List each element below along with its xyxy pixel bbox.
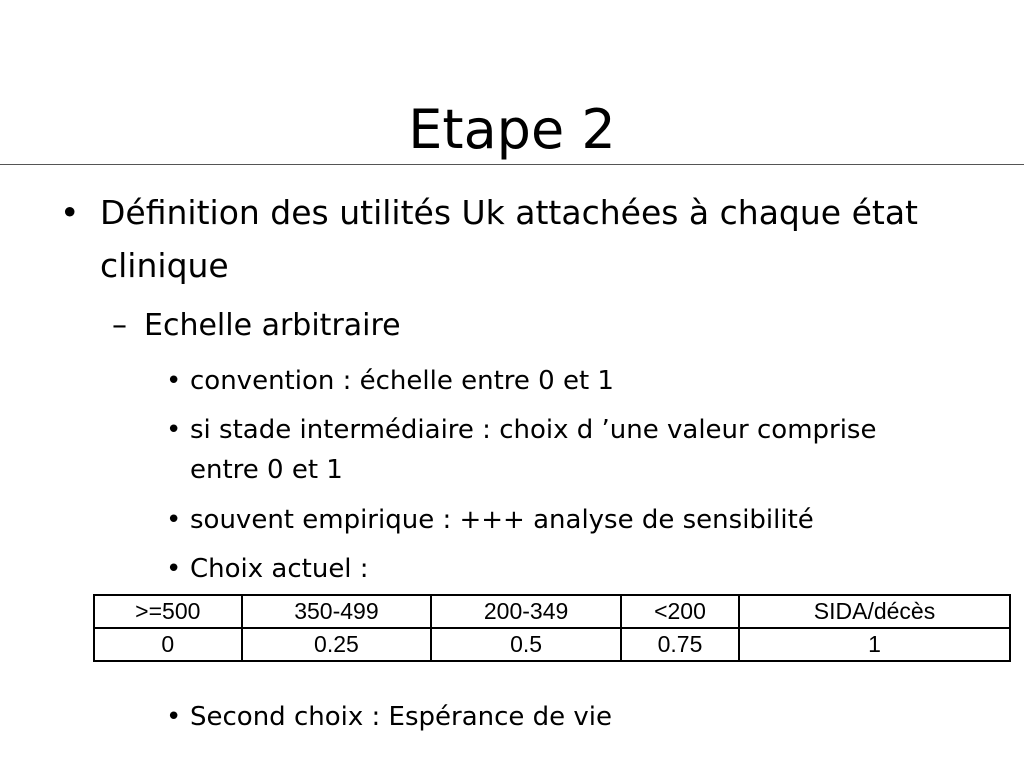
table-cell: 350-499 — [242, 595, 432, 628]
table-cell: 0.25 — [242, 628, 432, 661]
bullet-dot-icon: • — [166, 366, 182, 396]
bullet-text: Second choix : Espérance de vie — [190, 702, 613, 732]
bullet-level-2 — [112, 302, 972, 350]
bullet-dot-icon: • — [166, 505, 182, 535]
bullet-text: si stade intermédiaire : choix d ’une valeur comprise entre 0 et 1 — [190, 415, 877, 485]
bullet-text: souvent empirique : +++ analyse de sensibilité — [190, 505, 814, 535]
table-cell: 0.5 — [431, 628, 621, 661]
table-cell: 0.75 — [621, 628, 739, 661]
bullet-level-1 — [60, 186, 980, 292]
bullet-text: convention : échelle entre 0 et 1 — [190, 366, 614, 396]
title-divider — [0, 164, 1024, 165]
bullet-dot-icon: • — [166, 415, 182, 445]
utility-table — [93, 594, 1011, 662]
dash-icon: – — [112, 308, 127, 343]
bullet-convention — [166, 361, 986, 401]
bullet-text: Définition des utilités Uk attachées à chaque état clinique — [100, 193, 918, 285]
slide-title: Etape 2 — [408, 98, 616, 162]
table-cell: <200 — [621, 595, 739, 628]
bullet-dot-icon: • — [166, 554, 182, 584]
bullet-dot-icon: • — [166, 702, 182, 732]
table-row — [94, 628, 1010, 661]
table-cell: SIDA/décès — [739, 595, 1010, 628]
bullet-second-choice — [166, 697, 986, 737]
table-cell: 1 — [739, 628, 1010, 661]
bullet-intermediate — [166, 410, 986, 490]
bullet-text: Choix actuel : — [190, 554, 369, 584]
table-cell: 200-349 — [431, 595, 621, 628]
table-cell: 0 — [94, 628, 242, 661]
bullet-dot-icon: • — [60, 193, 80, 232]
table-header-row — [94, 595, 1010, 628]
bullet-current-choice — [166, 549, 986, 589]
table-cell: >=500 — [94, 595, 242, 628]
bullet-text: Echelle arbitraire — [144, 308, 401, 343]
bullet-empirical — [166, 500, 986, 540]
